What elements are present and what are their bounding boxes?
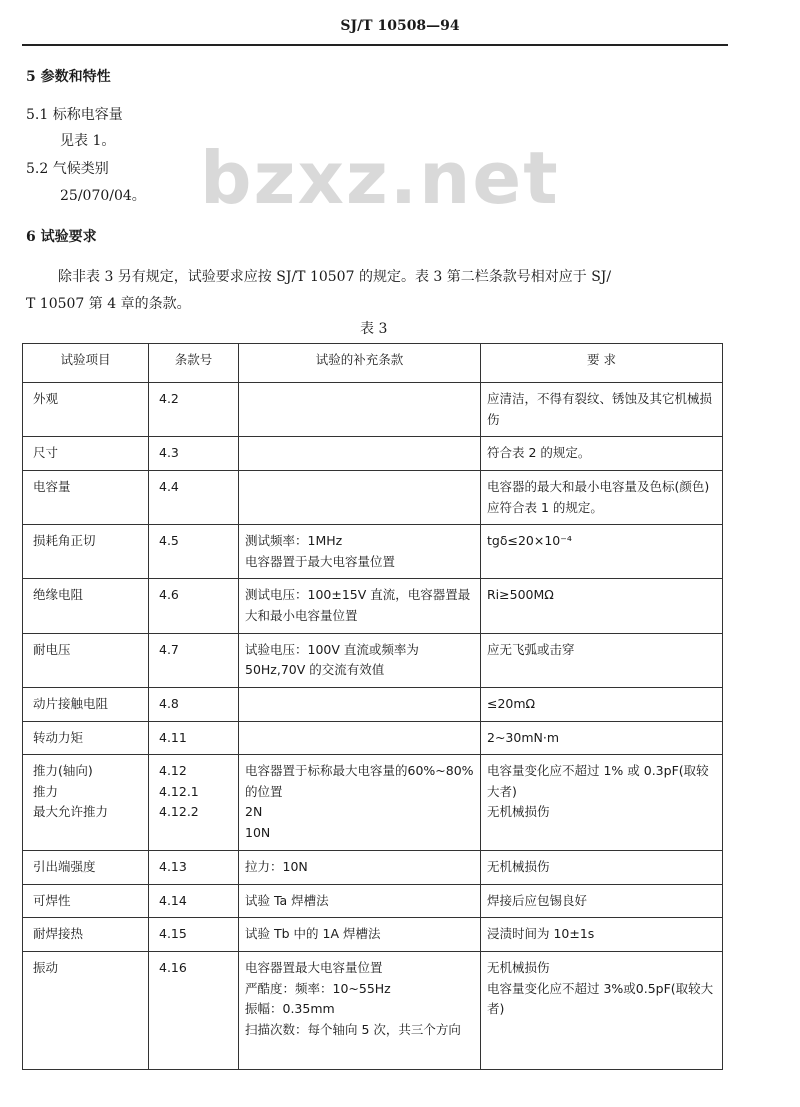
table-header-row (23, 344, 723, 383)
cell-test-item-text: 转动力矩 (33, 729, 84, 745)
cell-requirement-text: 电容量变化应不超过 3%或0.5pF(取较大者) (487, 980, 714, 1017)
cell-requirement-text: tgδ≤20×10⁻⁴ (487, 533, 572, 549)
cell-test-item-text: 耐电压 (33, 641, 71, 657)
table-row (23, 884, 723, 918)
section-5-2-body: 25/070/04。 (60, 188, 146, 204)
table-row (23, 687, 723, 721)
cell-requirement (481, 579, 723, 633)
cell-clause (149, 952, 239, 1070)
cell-supplementary (239, 952, 481, 1070)
cell-requirement (481, 687, 723, 721)
cell-requirement (481, 884, 723, 918)
cell-test-item-text: 外观 (33, 391, 59, 406)
cell-test-item-text: 绝缘电阻 (33, 587, 84, 603)
cell-supplementary-text: 电容器置于最大电容量位置 (245, 553, 396, 569)
cell-supplementary-text: 严酷度：频率：10~55Hz (245, 980, 391, 996)
cell-test-item (23, 918, 149, 952)
cell-requirement (481, 633, 723, 687)
paragraph-line-2: T 10507 第 4 章的条款。 (26, 296, 191, 312)
page-header: SJ/T 10508—94 (340, 18, 460, 34)
cell-clause (149, 884, 239, 918)
cell-test-item (23, 633, 149, 687)
cell-requirement-text: 应清洁，不得有裂纹、锈蚀及其它机械损伤 (487, 391, 713, 427)
cell-requirement (481, 851, 723, 885)
cell-requirement-text: Ri≥500MΩ (487, 587, 554, 603)
cell-supplementary (239, 918, 481, 952)
cell-supplementary-text: 试验 Tb 中的 1A 焊槽法 (245, 926, 381, 942)
cell-requirement-text: 无机械损伤 (487, 804, 550, 820)
table-row (23, 851, 723, 885)
table-row (23, 579, 723, 633)
cell-clause (149, 721, 239, 755)
cell-test-item-text: 引出端强度 (33, 859, 96, 875)
cell-requirement (481, 755, 723, 851)
cell-supplementary-text: 拉力：10N (245, 859, 308, 875)
cell-test-item (23, 579, 149, 633)
table-row (23, 437, 723, 471)
cell-clause (149, 525, 239, 579)
cell-supplementary (239, 884, 481, 918)
cell-test-item-text: 电容量 (33, 478, 71, 494)
cell-supplementary (239, 383, 481, 437)
cell-requirement (481, 437, 723, 471)
cell-supplementary-text: 电容器置最大电容量位置 (245, 960, 383, 975)
cell-clause-text: 4.13 (159, 859, 187, 875)
cell-test-item (23, 884, 149, 918)
paragraph-line-1: 除非表 3 另有规定，试验要求应按 SJ/T 10507 的规定。表 3 第二栏条款号相对应于 SJ/ (58, 269, 612, 285)
cell-test-item (23, 687, 149, 721)
cell-test-item-text: 尺寸 (33, 445, 59, 461)
cell-requirement-text: 2~30mN·m (487, 729, 560, 745)
cell-supplementary (239, 579, 481, 633)
cell-clause-text: 4.2 (159, 391, 179, 406)
cell-requirement-text: 电容器的最大和最小电容量及色标(颜色)应符合表 1 的规定。 (487, 478, 710, 515)
cell-supplementary-text: 2N (245, 804, 263, 820)
cell-supplementary (239, 525, 481, 579)
cell-supplementary-text: 10N (245, 825, 271, 840)
header-test-item: 试验项目 (23, 344, 149, 383)
cell-requirement-text: 浸渍时间为 10±1s (487, 926, 595, 942)
table-row (23, 721, 723, 755)
cell-supplementary-text: 振幅：0.35mm (245, 1001, 335, 1017)
cell-test-item (23, 755, 149, 851)
table-row (23, 470, 723, 524)
cell-clause-text: 4.12.2 (159, 804, 199, 820)
cell-clause (149, 470, 239, 524)
cell-supplementary-text: 测试电压：100±15V 直流，电容器置最大和最小电容量位置 (245, 587, 471, 623)
cell-clause-text: 4.3 (159, 445, 179, 461)
cell-requirement (481, 470, 723, 524)
header-requirement: 要 求 (481, 344, 723, 383)
cell-clause-text: 4.15 (159, 926, 187, 942)
cell-clause-text: 4.12.1 (159, 783, 199, 799)
cell-requirement (481, 952, 723, 1070)
cell-supplementary (239, 687, 481, 721)
cell-clause-text: 4.14 (159, 892, 187, 908)
cell-test-item-text: 动片接触电阻 (33, 695, 109, 711)
cell-test-item-text: 最大允许推力 (33, 804, 109, 820)
table-row (23, 755, 723, 851)
section-5-1-title: 5.1 标称电容量 (26, 107, 123, 123)
cell-supplementary (239, 437, 481, 471)
cell-test-item (23, 525, 149, 579)
cell-clause-text: 4.16 (159, 960, 187, 975)
cell-test-item (23, 952, 149, 1070)
table-row (23, 525, 723, 579)
cell-requirement (481, 525, 723, 579)
cell-requirement (481, 721, 723, 755)
cell-clause (149, 633, 239, 687)
cell-supplementary-text: 电容器置于标称最大电容量的60%~80%的位置 (245, 763, 474, 799)
cell-supplementary (239, 633, 481, 687)
cell-supplementary (239, 721, 481, 755)
section-5-2-title: 5.2 气候类别 (26, 161, 109, 177)
cell-test-item (23, 383, 149, 437)
cell-requirement-text: 应无飞弧或击穿 (487, 641, 575, 657)
cell-requirement (481, 918, 723, 952)
cell-clause-text: 4.12 (159, 763, 187, 779)
cell-requirement-text: 无机械损伤 (487, 960, 550, 975)
header-supplementary: 试验的补充条款 (239, 344, 481, 383)
header-rule (22, 44, 728, 46)
cell-clause (149, 755, 239, 851)
watermark: bzxz.net (200, 136, 560, 220)
cell-supplementary (239, 851, 481, 885)
cell-test-item (23, 721, 149, 755)
cell-supplementary-text: 试验电压：100V 直流或频率为50Hz,70V 的交流有效值 (245, 641, 419, 678)
cell-supplementary-text: 扫描次数：每个轴向 5 次，共三个方向 (245, 1021, 461, 1037)
table-caption: 表 3 (360, 321, 388, 337)
cell-clause (149, 579, 239, 633)
cell-test-item-text: 推力(轴向) (33, 763, 93, 779)
cell-clause-text: 4.11 (159, 729, 187, 745)
cell-clause (149, 383, 239, 437)
cell-requirement-text: 无机械损伤 (487, 859, 550, 875)
cell-requirement-text: ≤20mΩ (487, 695, 536, 711)
section-6-title: 6 试验要求 (26, 229, 97, 245)
cell-clause (149, 851, 239, 885)
cell-test-item (23, 437, 149, 471)
table-row (23, 633, 723, 687)
section-5-1-body: 见表 1。 (60, 133, 116, 149)
cell-supplementary-text: 测试频率：1MHz (245, 533, 343, 549)
cell-supplementary (239, 755, 481, 851)
section-5-title: 5 参数和特性 (26, 69, 111, 85)
cell-test-item-text: 损耗角正切 (33, 533, 96, 549)
cell-clause-text: 4.5 (159, 533, 179, 549)
table-row (23, 918, 723, 952)
cell-supplementary (239, 470, 481, 524)
table-row (23, 383, 723, 437)
cell-clause (149, 918, 239, 952)
cell-test-item-text: 可焊性 (33, 892, 71, 908)
cell-requirement-text: 符合表 2 的规定。 (487, 445, 591, 461)
cell-test-item-text: 推力 (33, 783, 59, 799)
cell-clause (149, 687, 239, 721)
cell-requirement-text: 焊接后应包锡良好 (487, 892, 588, 908)
cell-supplementary-text: 试验 Ta 焊槽法 (245, 892, 329, 908)
cell-clause-text: 4.8 (159, 695, 179, 711)
cell-clause-text: 4.4 (159, 478, 179, 494)
cell-clause-text: 4.7 (159, 641, 179, 657)
table-row (23, 952, 723, 1070)
requirements-table (22, 343, 723, 1070)
cell-test-item-text: 振动 (33, 960, 59, 975)
cell-requirement-text: 电容量变化应不超过 1% 或 0.3pF(取较大者) (487, 763, 709, 799)
cell-test-item (23, 470, 149, 524)
cell-clause (149, 437, 239, 471)
cell-requirement (481, 383, 723, 437)
cell-test-item (23, 851, 149, 885)
cell-test-item-text: 耐焊接热 (33, 926, 84, 942)
header-clause: 条款号 (149, 344, 239, 383)
cell-clause-text: 4.6 (159, 587, 179, 603)
